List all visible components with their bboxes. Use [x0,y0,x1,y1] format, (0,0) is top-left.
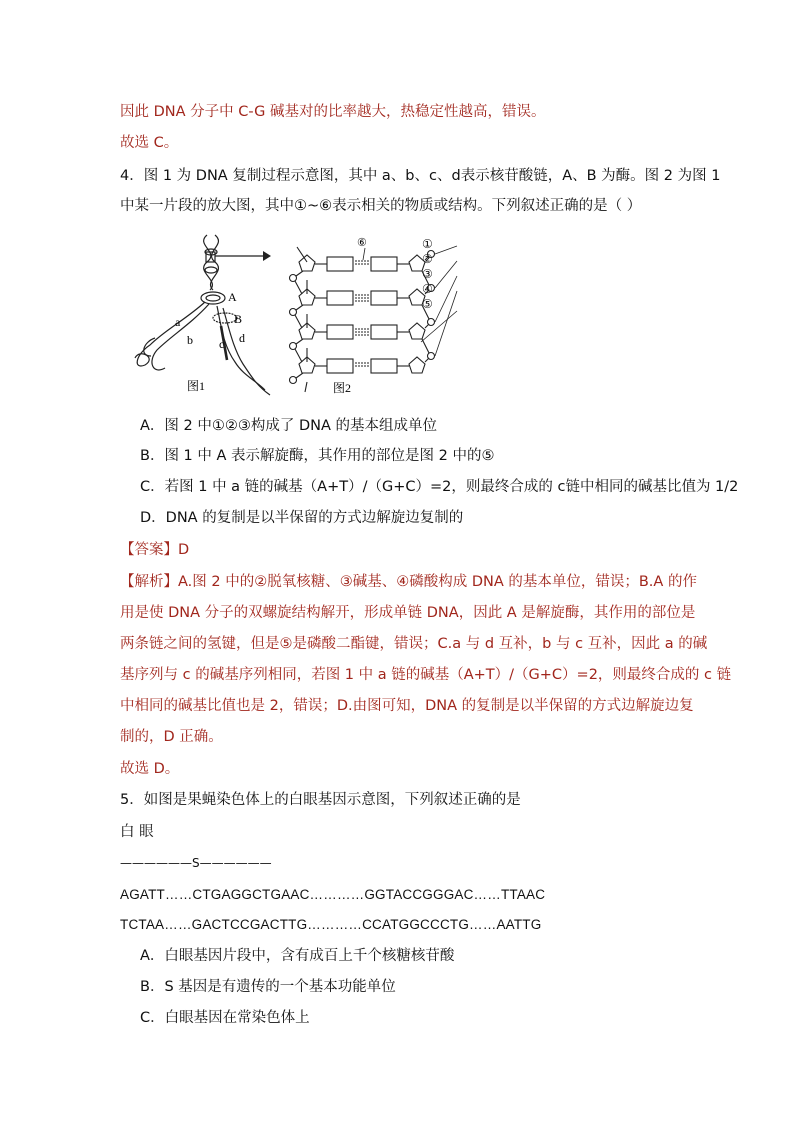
fig2-label-3: ③ [422,267,433,281]
fig1-label-a: a [175,315,181,329]
fig2-label-6: ⑥ [357,237,367,249]
q4-analysis-line1: 【解析】A.图 2 中的②脱氧核糖、③碱基、④磷酸构成 DNA 的基本单位，错误；B.A 的作 [120,574,697,590]
q4-option-c: C．若图 1 中 a 链的碱基（A+T）/（G+C）=2，则最终合成的 c链中相同的碱基比值为 1/2 [140,479,739,495]
q5-option-b: B．S 基因是有遗传的一个基本功能单位 [140,979,396,995]
base-right [371,359,397,373]
prev-choose: 故选 C。 [120,135,179,151]
q4-option-b: B．图 1 中 A 表示解旋酶，其作用的部位是图 2 中的⑤ [140,448,495,464]
q5-sequence-2: TCTAA……GACTCCGACTTG…………CCATGGCCCTG……AATTG [120,917,542,932]
fig2-label-1: ① [422,237,433,251]
fig2-label-5: ⑤ [422,297,433,311]
q5-option-c: C．白眼基因在常染色体上 [140,1010,310,1026]
q4-analysis-line2: 用是使 DNA 分子的双螺旋结构解开，形成单链 DNA，因此 A 是解旋酶，其作用的部位是 [120,605,696,621]
fig2-label-column [422,236,462,336]
q4-analysis-line4: 基序列与 c 的碱基序列相同，若图 1 中 a 链的碱基（A+T）/（G+C）=2，则最终合成的 c 链 [120,667,732,683]
fig2-label-2: ② [422,252,433,266]
q4-stem-line1: 4．图 1 为 DNA 复制过程示意图，其中 a、b、c、d表示核苷酸链，A、B 为酶。图 2 为图 1 [120,168,721,184]
fig1-label-c: c [219,337,225,351]
prev-analysis-line: 因此 DNA 分子中 C-G 碱基对的比率越大，热稳定性越高，错误。 [120,104,546,120]
phosphate-left [290,377,297,384]
fig1-caption: 图1 [187,379,206,393]
q4-analysis-line6: 制的，D 正确。 [120,729,223,745]
figure-arrow [215,248,275,264]
sugar-left [299,255,315,271]
q5-s-line: ——————S—————— [120,856,272,870]
phosphate-left [290,309,297,316]
q4-option-d: D．DNA 的复制是以半保留的方式边解旋边复制的 [140,510,464,526]
q5-sequence-1: AGATT……CTGAGGCTGAAC…………GGTACCGGGAC……TTAAC [120,887,546,902]
q4-choose: 故选 D。 [120,761,180,777]
q5-option-a: A．白眼基因片段中，含有成百上千个核糖核苷酸 [140,948,455,964]
base-right [371,257,397,271]
q5-gene-label: 白 眼 [120,824,154,840]
fig1-label-A: A [228,290,237,304]
q4-answer: 【答案】D [120,542,190,558]
fig2-label-4: ④ [422,282,433,296]
q4-option-a: A．图 2 中①②③构成了 DNA 的基本组成单位 [140,418,438,434]
q4-analysis-line5: 中相同的碱基比值也是 2，错误；D.由图可知，DNA 的复制是以半保留的方式边解旋边复 [120,698,694,714]
base-left [327,291,353,305]
q5-stem: 5．如图是果蝇染色体上的白眼基因示意图，下列叙述正确的是 [120,792,521,808]
base-right [371,291,397,305]
sugar-right [409,357,425,373]
fig1-label-d: d [239,331,245,345]
fig2-caption: 图2 [333,381,352,395]
phosphate-left [290,343,297,350]
phosphate-left [290,275,297,282]
q4-analysis-line3: 两条链之间的氢键，但是⑤是磷酸二酯键，错误；C.a 与 d 互补，b 与 c 互补，因此 a 的碱 [120,636,708,652]
fig1-label-B: B [234,312,243,326]
base-left [327,325,353,339]
q4-stem-line2: 中某一片段的放大图，其中①~⑥表示相关的物质或结构。下列叙述正确的是（ ） [120,198,642,214]
fig1-label-b: b [187,333,193,347]
base-left [327,359,353,373]
base-left [327,257,353,271]
base-right [371,325,397,339]
